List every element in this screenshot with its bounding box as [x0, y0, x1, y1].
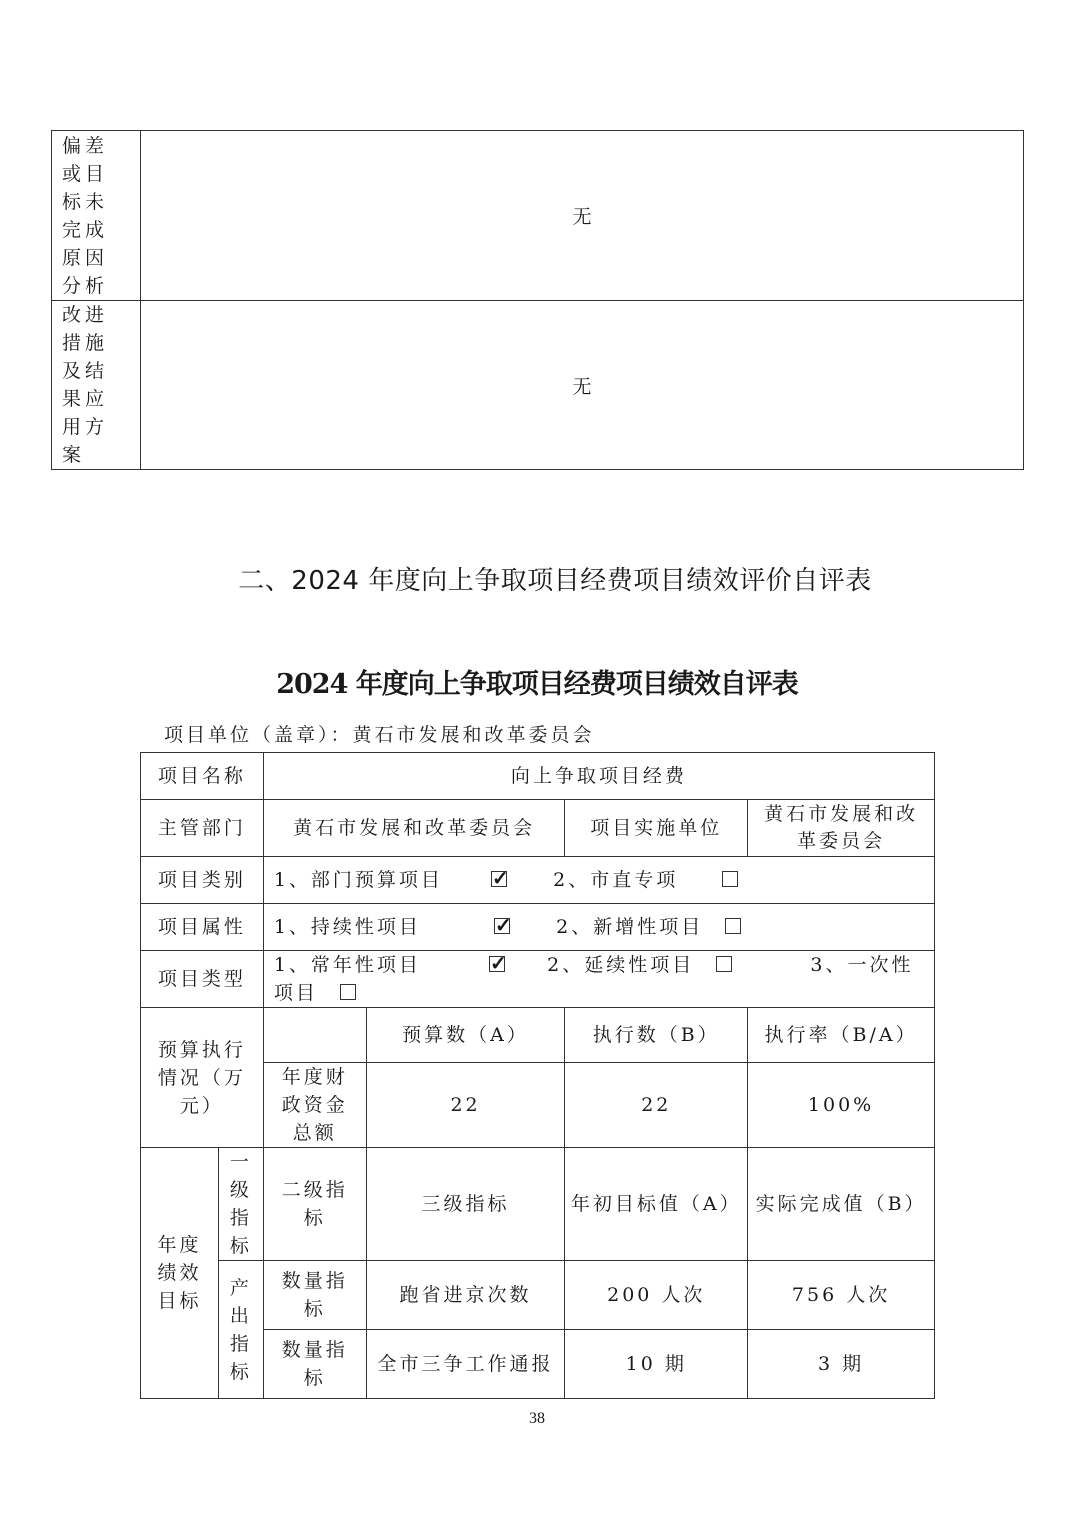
rate-value: 100% — [748, 1063, 935, 1148]
budget-label — [141, 1008, 264, 1148]
label-line: 情况（万 — [157, 1066, 246, 1089]
label-line: 案 — [62, 444, 86, 466]
row-label-deviation — [52, 131, 141, 301]
output-indicator-label — [218, 1261, 263, 1399]
checkbox-checked-icon[interactable] — [489, 956, 505, 972]
budget-header: 预算数（A） — [366, 1008, 565, 1063]
label-line: 数量指 — [281, 1270, 348, 1292]
table-row — [141, 753, 935, 800]
level2-header — [263, 1148, 366, 1261]
table-row — [141, 857, 935, 904]
label-line: 元） — [179, 1094, 224, 1117]
label-line: 一 — [229, 1151, 252, 1173]
actual-cell: 3 期 — [748, 1330, 935, 1399]
label-line: 数量指 — [281, 1339, 348, 1361]
label-line: 用方 — [62, 416, 109, 438]
section-heading: 二、2024 年度向上争取项目经费项目绩效评价自评表 — [238, 566, 872, 596]
level3-cell: 跑省进京次数 — [366, 1261, 565, 1330]
label-line: 指 — [229, 1332, 252, 1355]
executed-header: 执行数（B） — [565, 1008, 748, 1063]
label-line: 标 — [303, 1367, 326, 1389]
table-row — [52, 301, 1024, 470]
label-line: 措施 — [62, 332, 109, 354]
actual-cell: 756 人次 — [748, 1261, 935, 1330]
target-cell: 200 人次 — [565, 1261, 748, 1330]
actual-header: 实际完成值（B） — [748, 1148, 935, 1261]
label-line: 绩效 — [157, 1262, 202, 1284]
label-line: 果应 — [62, 388, 109, 410]
page-number: 38 — [529, 1410, 545, 1427]
label-line: 或目 — [62, 162, 109, 185]
label-line: 标 — [303, 1298, 326, 1320]
checkbox-checked-icon[interactable] — [491, 871, 507, 887]
row-value-improvement: 无 — [141, 301, 1024, 470]
label-line: 出 — [229, 1304, 252, 1327]
project-name-value: 向上争取项目经费 — [263, 753, 934, 800]
label-line: 政资金 — [281, 1094, 348, 1116]
form-title: 2024 年度向上争取项目经费项目绩效自评表 — [276, 669, 798, 700]
impl-value: 黄石市发展和改革委员会 — [748, 800, 935, 857]
label-line: 二级指 — [281, 1179, 348, 1201]
checkbox-unchecked-icon[interactable] — [340, 984, 356, 1000]
attribute-label: 项目属性 — [141, 904, 264, 951]
empty-cell — [263, 1008, 366, 1063]
label-line: 原因 — [62, 246, 109, 269]
rate-header: 执行率（B/A） — [748, 1008, 935, 1063]
dept-value: 黄石市发展和改革委员会 — [263, 800, 565, 857]
option-label: 2、新增性项目 — [556, 916, 704, 938]
level3-header: 三级指标 — [366, 1148, 565, 1261]
label-line: 预算执行 — [157, 1038, 246, 1061]
table-row — [52, 131, 1024, 301]
label-line: 分析 — [62, 274, 109, 297]
label-line: 目标 — [157, 1290, 202, 1312]
label-line: 年度 — [157, 1234, 202, 1256]
label-line: 标 — [229, 1360, 252, 1383]
option-label: 1、持续性项目 — [273, 916, 421, 938]
checkbox-unchecked-icon[interactable] — [725, 918, 741, 934]
option-label: 1、常年性项目 — [273, 954, 421, 976]
dept-label: 主管部门 — [141, 800, 264, 857]
impl-label: 项目实施单位 — [565, 800, 748, 857]
checkbox-checked-icon[interactable] — [494, 918, 510, 934]
type-label: 项目类型 — [141, 951, 264, 1008]
attribute-options — [263, 904, 934, 951]
label-line: 年度财 — [281, 1066, 348, 1088]
option-label: 3、一次性项目 — [273, 954, 914, 1004]
label-line: 指 — [229, 1207, 252, 1229]
table-row — [141, 1008, 935, 1063]
label-line: 完成 — [62, 218, 109, 241]
level3-cell: 全市三争工作通报 — [366, 1330, 565, 1399]
table-row — [141, 800, 935, 857]
option-label: 1、部门预算项目 — [273, 869, 443, 891]
table-row — [141, 951, 935, 1008]
row-value-deviation: 无 — [141, 131, 1024, 301]
row-label-improvement — [52, 301, 141, 470]
label-line: 总额 — [292, 1122, 337, 1144]
checkbox-unchecked-icon[interactable] — [716, 956, 732, 972]
level1-header — [218, 1148, 263, 1261]
fund-total-label — [263, 1063, 366, 1148]
target-cell: 10 期 — [565, 1330, 748, 1399]
level2-cell — [263, 1261, 366, 1330]
level2-cell — [263, 1330, 366, 1399]
analysis-table — [51, 130, 1024, 470]
category-label: 项目类别 — [141, 857, 264, 904]
budget-value: 22 — [366, 1063, 565, 1148]
type-options — [263, 951, 934, 1008]
category-options — [263, 857, 934, 904]
option-label: 2、市直专项 — [553, 869, 679, 891]
label-line: 偏差 — [62, 134, 109, 157]
table-row — [141, 1148, 935, 1261]
target-header: 年初目标值（A） — [565, 1148, 748, 1261]
label-line: 标 — [229, 1235, 252, 1257]
self-evaluation-table — [140, 752, 935, 1399]
table-row — [141, 1261, 935, 1330]
executed-value: 22 — [565, 1063, 748, 1148]
goals-label — [141, 1148, 219, 1399]
label-line: 级 — [229, 1179, 252, 1201]
label-line: 及结 — [62, 360, 109, 382]
label-line: 标 — [303, 1207, 326, 1229]
table-row — [141, 904, 935, 951]
label-line: 改进 — [62, 304, 109, 326]
unit-line: 项目单位（盖章）：黄石市发展和改革委员会 — [164, 724, 595, 746]
checkbox-unchecked-icon[interactable] — [722, 871, 738, 887]
label-line: 标未 — [62, 190, 109, 213]
option-label: 2、延续性项目 — [547, 954, 695, 976]
project-name-label: 项目名称 — [141, 753, 264, 800]
label-line: 产 — [229, 1276, 252, 1299]
